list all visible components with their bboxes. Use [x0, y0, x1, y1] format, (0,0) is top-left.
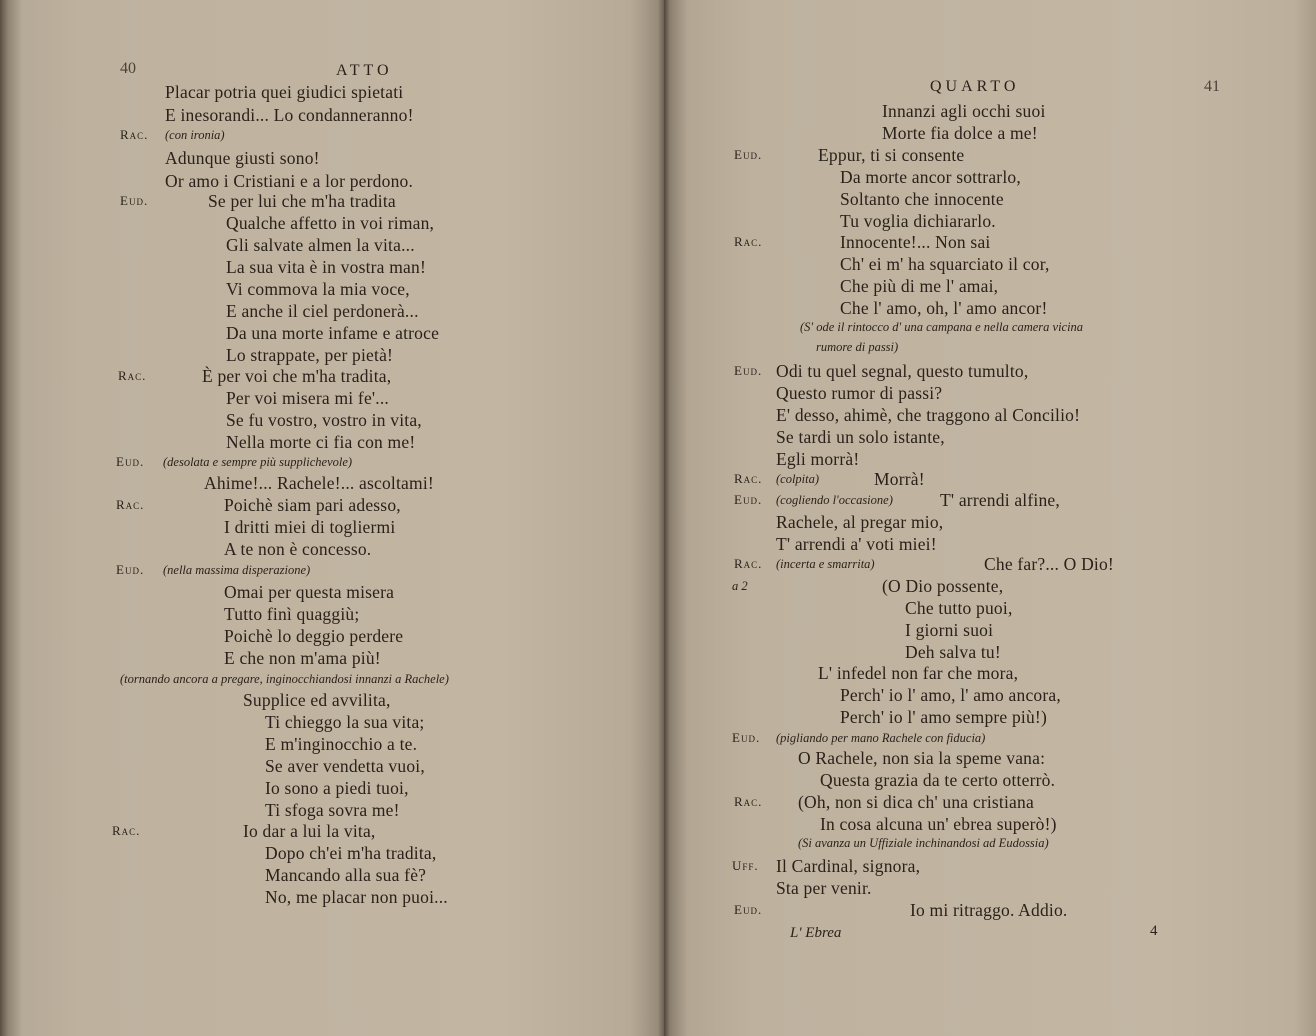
verse-line: Se per lui che m'ha tradita [208, 191, 396, 211]
verse-line: Perch' io l' amo, l' amo ancora, [840, 685, 1061, 705]
verse-line: Vi commova la mia voce, [226, 279, 410, 299]
speaker-label: Rac. [734, 471, 763, 486]
verse-line: Questo rumor di passi? [776, 383, 943, 403]
running-heading: ATTO [336, 62, 393, 79]
speaker-label: Eud. [734, 363, 763, 378]
verse-line: Ch' ei m' ha squarciato il cor, [840, 254, 1050, 274]
verse-line: Soltanto che innocente [840, 189, 1004, 209]
verse-line: Ahime!... Rachele!... ascoltami! [204, 473, 434, 493]
verse-line: T' arrendi a' voti miei! [776, 534, 937, 554]
speaker-label: Eud. [732, 730, 761, 745]
stage-direction: (colpita) [776, 472, 820, 486]
speaker-label: Rac. [118, 368, 147, 383]
verse-line: Innanzi agli occhi suoi [882, 101, 1046, 121]
verse-line: Il Cardinal, signora, [776, 856, 921, 876]
right-page [664, 0, 1316, 1036]
verse-line: Placar potria quei giudici spietati [165, 82, 404, 102]
verse-line: Or amo i Cristiani e a lor perdono. [165, 171, 414, 191]
verse-line: I dritti miei di togliermi [224, 517, 396, 537]
running-heading: QUARTO [930, 78, 1020, 95]
verse-line: Per voi misera mi fe'... [226, 388, 389, 408]
verse-line: Supplice ed avvilita, [243, 690, 391, 710]
verse-line: E che non m'ama più! [224, 648, 381, 668]
stage-direction: (incerta e smarrita) [776, 557, 875, 571]
speaker-label: Eud. [116, 454, 145, 469]
verse-line: Dopo ch'ei m'ha tradita, [265, 843, 437, 863]
stage-direction: (tornando ancora a pregare, inginocchiandosi innanzi a Rachele) [120, 672, 449, 686]
verse-line: In cosa alcuna un' ebrea superò!) [820, 814, 1057, 834]
verse-line: Da morte ancor sottrarlo, [840, 167, 1021, 187]
verse-line: Che tutto puoi, [905, 598, 1013, 618]
stage-direction: (Si avanza un Uffiziale inchinandosi ad Eudossia) [798, 836, 1049, 850]
verse-line: Innocente!... Non sai [840, 232, 991, 252]
verse-line: Questa grazia da te certo otterrò. [820, 770, 1056, 790]
speaker-label: Eud. [116, 562, 145, 577]
stage-direction: (pigliando per mano Rachele con fiducia) [776, 731, 986, 745]
speaker-label: Rac. [734, 794, 763, 809]
verse-line: Perch' io l' amo sempre più!) [840, 707, 1047, 727]
verse-line: Se fu vostro, vostro in vita, [226, 410, 422, 430]
verse-line: Deh salva tu! [905, 642, 1001, 662]
verse-line: I giorni suoi [905, 620, 994, 640]
speaker-label: Eud. [734, 492, 763, 507]
speaker-label: Rac. [116, 497, 145, 512]
verse-line: Sta per venir. [776, 878, 872, 898]
stage-direction: a 2 [732, 579, 748, 593]
verse-line: Nella morte ci fia con me! [226, 432, 416, 452]
verse-line: Odi tu quel segnal, questo tumulto, [776, 361, 1029, 381]
verse-line: Lo strappate, per pietà! [226, 345, 394, 365]
verse-line: (Oh, non si dica ch' una cristiana [798, 792, 1034, 812]
verse-line: Che far?... O Dio! [984, 554, 1114, 574]
stage-direction: (con ironia) [165, 128, 225, 142]
verse-line: Poichè siam pari adesso, [224, 495, 401, 515]
verse-line: Tutto finì quaggiù; [224, 604, 360, 624]
verse-line: Io dar a lui la vita, [243, 821, 376, 841]
verse-line: Rachele, al pregar mio, [776, 512, 944, 532]
footer-title: L' Ebrea [790, 925, 842, 941]
verse-line: Morrà! [874, 469, 925, 489]
verse-line: O Rachele, non sia la speme vana: [798, 748, 1046, 768]
verse-line: T' arrendi alfine, [940, 490, 1060, 510]
verse-line: Se tardi un solo istante, [776, 427, 945, 447]
verse-line: Ti chieggo la sua vita; [265, 712, 425, 732]
verse-line: Morte fia dolce a me! [882, 123, 1038, 143]
stage-direction: (desolata e sempre più supplichevole) [163, 455, 353, 469]
verse-line: Io sono a piedi tuoi, [265, 778, 409, 798]
verse-line: E' desso, ahimè, che traggono al Concilio! [776, 405, 1081, 425]
footer-signature: 4 [1150, 923, 1158, 939]
verse-line: Che l' amo, oh, l' amo ancor! [840, 298, 1048, 318]
verse-line: Mancando alla sua fè? [265, 865, 427, 885]
verse-line: Se aver vendetta vuoi, [265, 756, 425, 776]
stage-direction: (nella massima disperazione) [163, 563, 311, 577]
verse-line: L' infedel non far che mora, [818, 663, 1019, 683]
verse-line: Eppur, ti si consente [818, 145, 965, 165]
verse-line: (O Dio possente, [882, 576, 1004, 596]
verse-line: È per voi che m'ha tradita, [202, 366, 392, 386]
verse-line: E anche il ciel perdonerà... [226, 301, 419, 321]
page-number: 40 [120, 60, 136, 77]
speaker-label: Eud. [120, 193, 149, 208]
verse-line: Qualche affetto in voi riman, [226, 213, 435, 233]
verse-line: Adunque giusti sono! [165, 148, 320, 168]
speaker-label: Rac. [734, 234, 763, 249]
verse-line: La sua vita è in vostra man! [226, 257, 426, 277]
verse-line: E m'inginocchio a te. [265, 734, 418, 754]
verse-line: Poichè lo deggio perdere [224, 626, 404, 646]
verse-line: E inesorandi... Lo condanneranno! [165, 105, 414, 125]
verse-line: Gli salvate almen la vita... [226, 235, 415, 255]
speaker-label: Uff. [732, 858, 759, 873]
verse-line: Tu voglia dichiararlo. [840, 211, 996, 231]
stage-direction: (S' ode il rintocco d' una campana e nella camera vicina [800, 320, 1084, 334]
verse-line: Che più di me l' amai, [840, 276, 999, 296]
verse-line: Ti sfoga sovra me! [265, 800, 400, 820]
speaker-label: Eud. [734, 902, 763, 917]
page-number: 41 [1204, 78, 1220, 95]
verse-line: Io mi ritraggo. Addio. [910, 900, 1068, 920]
speaker-label: Rac. [120, 127, 149, 142]
speaker-label: Rac. [112, 823, 141, 838]
verse-line: No, me placar non puoi... [265, 887, 448, 907]
verse-line: Omai per questa misera [224, 582, 395, 602]
verse-line: Da una morte infame e atroce [226, 323, 440, 343]
speaker-label: Rac. [734, 556, 763, 571]
verse-line: A te non è concesso. [224, 539, 372, 559]
stage-direction: (cogliendo l'occasione) [776, 493, 893, 507]
speaker-label: Eud. [734, 147, 763, 162]
stage-direction: rumore di passi) [816, 340, 899, 354]
verse-line: Egli morrà! [776, 449, 860, 469]
